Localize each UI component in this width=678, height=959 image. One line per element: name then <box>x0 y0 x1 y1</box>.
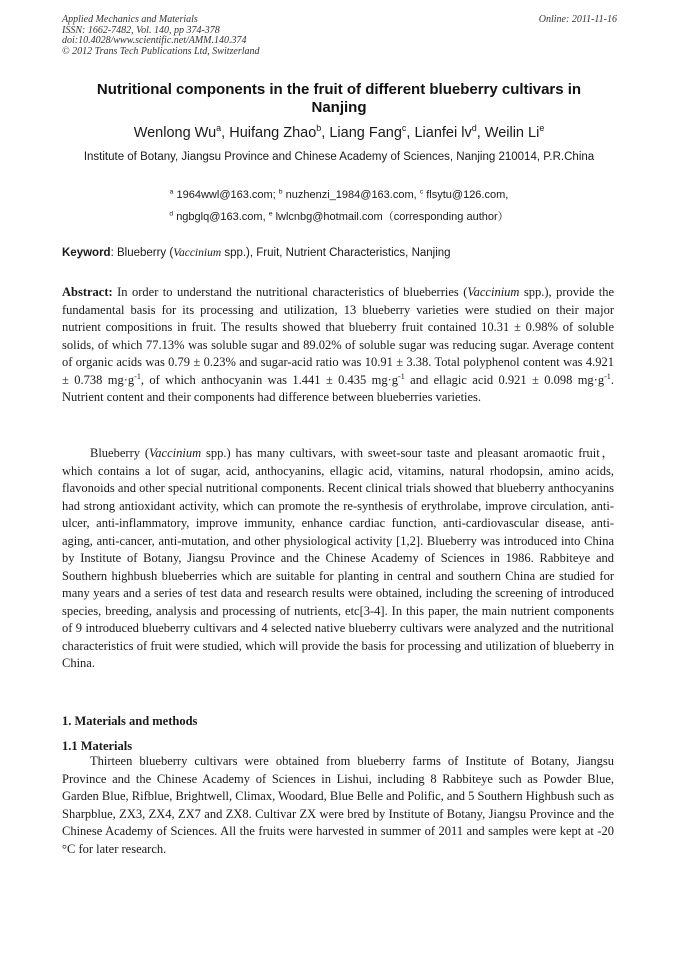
author-affiliation-mark: b <box>316 123 322 134</box>
intro-text: spp.) has many cultivars, with sweet-sour taste and pleasant aromaotic fruit，which contains a lot of sugar, acid, anthocyanins, ellagic acid, vitamins, natural rhodopsin, amino acids, flavonoids and other special nutritional components. Recent clinical trials showed that blueberry anthocyanins had strong antioxidant activity, which can promote the re-synthesis of erythrolabe, improve circulation, anti-ulcer, anti-inflammatory, improve immunity, enhance cardiac function, anti-cardiovascular disease, anti-aging, anti-cancer, anti-mutation, and other physiological activity [1,2]. Blueberry was introduced into China by Institute of Botany, Jiangsu Province and the Chinese Academy of Sciences in 1986. Rabbiteye and Southern highbush blueberries which are suitable for planting in central and southern China are studied for many years and a series of test data and research results were obtained, including the screening of introduced species, breeding, analysis and processing of nutrients, etc[3-4]. In this paper, the main nutrient components of 9 introduced blueberry cultivars and 4 selected native blueberry cultivars were analyzed and the nutritional characteristics of fruit were studied, which will provide the basis for processing and utilization of blueberry in China. <box>62 446 614 670</box>
keywords <box>62 246 617 261</box>
author-affiliation-mark: c <box>401 123 407 134</box>
author-name: Weilin Li <box>484 125 540 141</box>
author-list <box>0 124 678 142</box>
author-name: Liang Fang <box>329 125 402 141</box>
institution: Institute of Botany, Jiangsu Province and Chinese Academy of Sciences, Nanjing 210014, P.R.China <box>83 151 595 163</box>
author-separator: , <box>406 125 415 141</box>
email-mark-c: c <box>419 188 424 196</box>
author-name: Wenlong Wu <box>133 125 217 141</box>
section-heading: 1. Materials and methods <box>62 714 198 728</box>
author-separator: , <box>321 125 330 141</box>
author-separator: , <box>476 125 485 141</box>
author-name: Huifang Zhao <box>229 125 317 141</box>
abstract-text: In order to understand the nutritional characteristics of blueberries ( <box>112 285 468 299</box>
journal-issn: ISSN: 1662-7482, Vol. 140, pp 374-378 <box>62 24 220 36</box>
abstract-italic: Vaccinium <box>467 285 520 299</box>
materials-paragraph: Thirteen blueberry cultivars were obtained from blueberry farms of Institute of Botany, Jiangsu Province and the Chinese Academy of Sciences in Lishui, including 8 Rabbiteye such as Powder Blue, Garden Blue, Rifblue, Brightwell, Climax, Woodard, Blue Belle and Polific, and 5 Southern Highbush such as Sharpblue, ZX3, ZX4, ZX7 and ZX8. Cultivar ZX were bred by Institute of Botany, Jiangsu Province and the Chinese Academy of Sciences. All the fruits were harvested in summer of 2011 and samples were kept at -20 °C for later research. <box>62 754 614 856</box>
journal-name: Applied Mechanics and Materials <box>62 14 198 25</box>
keyword-label: Keyword <box>62 247 111 259</box>
abstract <box>62 284 614 407</box>
abstract-text: , of which anthocyanin was 1.441 ± 0.435 mg·g <box>140 372 399 387</box>
paper-title: Nutritional components in the fruit of different blueberry cultivars in Nanjing <box>96 81 582 116</box>
intro-italic: Vaccinium <box>149 446 202 460</box>
abstract-text: and ellagic acid 0.921 ± 0.098 mg·g <box>404 372 605 387</box>
author-separator: , <box>221 125 230 141</box>
journal-copyright: © 2012 Trans Tech Publications Ltd, Switzerland <box>62 45 260 57</box>
unit-exponent: -1 <box>604 371 611 381</box>
email-b[interactable]: nuzhenzi_1984@163.com, <box>285 189 417 201</box>
intro-text: Blueberry ( <box>90 446 150 460</box>
author-affiliation-mark: a <box>216 123 222 134</box>
journal-header <box>62 15 617 57</box>
unit-exponent: -1 <box>134 371 141 381</box>
email-list <box>0 184 678 228</box>
online-date: Online: 2011-11-16 <box>538 14 617 25</box>
email-mark-e: e <box>268 210 273 218</box>
email-c[interactable]: flsytu@126.com, <box>426 189 509 201</box>
keyword-text: : Blueberry ( <box>110 247 174 259</box>
author-name: Lianfei lv <box>414 125 472 141</box>
abstract-label: Abstract: <box>62 285 113 299</box>
abstract-text: spp.), provide the fundamental basis for its processing and utilization, 13 blueberry varieties were studied on their major nutrient compositions in fruit. The results showed that blueberry fruit contained 10.31 ± 0.98% of soluble solids, of which 77.13% was soluble sugar and 89.02% of soluble sugar was reducing sugar. Average content of organic acids was 0.79 ± 0.23% and sugar-acid ratio was 10.91 ± 3.38. Total polyphenol content was 4.921 ± 0.738 mg·g <box>62 285 615 387</box>
keyword-text-rest: spp.), Fruit, Nutrient Characteristics, Nanjing <box>221 247 451 259</box>
keyword-italic: Vaccinium <box>173 247 222 259</box>
unit-exponent: -1 <box>398 371 405 381</box>
introduction-paragraph <box>62 445 614 673</box>
abstract-text: . Nutrient content and their components had difference between blueberries varieties. <box>62 372 614 404</box>
subsection-heading: 1.1 Materials <box>62 739 133 753</box>
email-mark-b: b <box>278 188 283 196</box>
author-affiliation-mark: e <box>539 123 545 134</box>
journal-doi: doi:10.4028/www.scientific.net/AMM.140.374 <box>62 35 247 46</box>
author-affiliation-mark: d <box>471 123 477 134</box>
email-mark-a: a <box>169 188 174 196</box>
email-d[interactable]: ngbglq@163.com, <box>176 211 266 223</box>
email-mark-d: d <box>169 210 174 218</box>
email-a[interactable]: 1964wwl@163.com; <box>176 189 276 201</box>
email-e[interactable]: lwlcnbg@hotmail.com（corresponding author） <box>275 211 509 223</box>
